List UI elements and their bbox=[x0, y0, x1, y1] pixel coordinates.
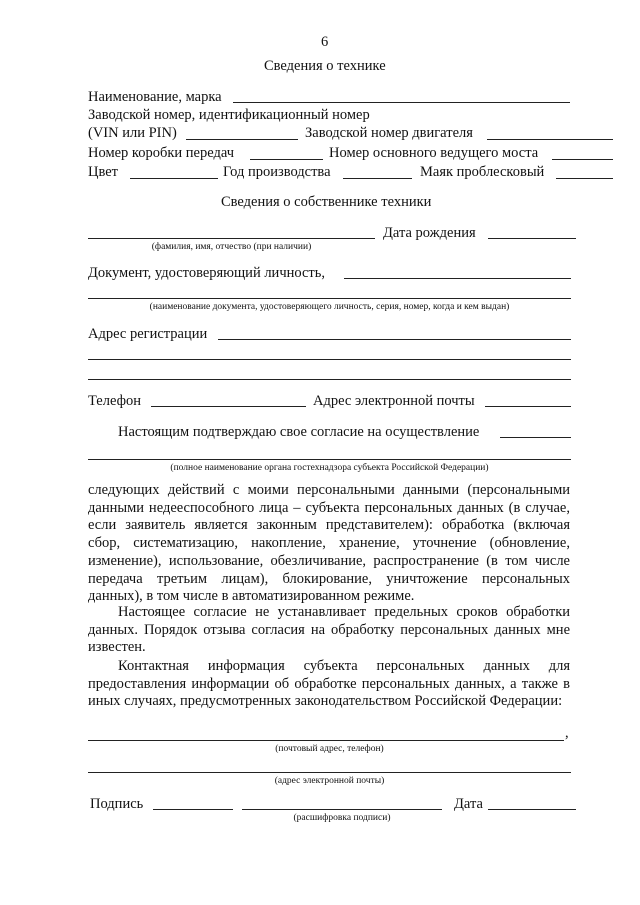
caption-fio: (фамилия, имя, отчество (при наличии) bbox=[151, 242, 312, 252]
label-gearbox-number: Номер коробки передач bbox=[88, 145, 235, 161]
page-number: 6 bbox=[321, 34, 329, 50]
input-line-consent-intro[interactable] bbox=[500, 437, 571, 438]
input-line-date[interactable] bbox=[488, 809, 576, 810]
caption-id-document: (наименование документа, удостоверяющего личность, серия, номер, когда и кем выдан) bbox=[149, 302, 510, 312]
input-line-vin[interactable] bbox=[186, 139, 298, 140]
label-id-document: Документ, удостоверяющий личность, bbox=[88, 265, 325, 281]
caption-authority: (полное наименование органа гостехнадзора субъекта Российской Федерации) bbox=[170, 463, 489, 473]
label-signature: Подпись bbox=[90, 796, 144, 812]
label-engine-number: Заводской номер двигателя bbox=[305, 125, 473, 141]
input-line-reg-address[interactable] bbox=[218, 339, 571, 340]
input-line-reg-address-3[interactable] bbox=[88, 379, 571, 380]
label-reg-address: Адрес регистрации bbox=[88, 326, 208, 342]
input-line-name-brand[interactable] bbox=[233, 102, 570, 103]
consent-paragraph-3-text: Контактная информация субъекта персональных данных для предоставления информации об обработке персональных данных, а также в иных случаях, предусмотренных законодательством Российской Федерации: bbox=[88, 658, 570, 710]
input-line-birth-date[interactable] bbox=[488, 238, 576, 239]
input-line-email[interactable] bbox=[485, 406, 571, 407]
label-date: Дата bbox=[454, 796, 483, 812]
input-line-id-document-2[interactable] bbox=[88, 298, 571, 299]
input-line-gearbox[interactable] bbox=[250, 159, 323, 160]
consent-paragraph-2-text: Настоящее согласие не устанавливает предельных сроков обработки данных. Порядок отзыва согласия на обработку персональных данных мне известен. bbox=[88, 604, 570, 656]
consent-paragraph-1: следующих действий с моими персональными данными (персональными данными недееспособного лица – субъекта персональных данных (в случае, если заявитель является законным представителем): обработка (включая сбор, систематизацию, накопление, хранение, уточнение (обновление, изменение), использование, обезличивание, распространение (в том числе передача третьим лицам), блокирование, уничтожение персональных данных), в том числе в автоматизированном режиме. bbox=[88, 482, 570, 605]
input-line-signature[interactable] bbox=[153, 809, 233, 810]
label-phone: Телефон bbox=[88, 393, 141, 409]
input-line-authority[interactable] bbox=[88, 459, 571, 460]
label-email: Адрес электронной почты bbox=[313, 393, 475, 409]
section-title-owner: Сведения о собственнике техники bbox=[221, 194, 432, 210]
label-serial-vin: Заводской номер, идентификационный номер bbox=[88, 107, 370, 123]
input-line-reg-address-2[interactable] bbox=[88, 359, 571, 360]
label-birth-date: Дата рождения bbox=[383, 225, 476, 241]
label-main-axle: Номер основного ведущего моста bbox=[329, 145, 539, 161]
caption-postal: (почтовый адрес, телефон) bbox=[275, 744, 384, 754]
caption-contact-email: (адрес электронной почты) bbox=[274, 776, 385, 786]
input-line-beacon[interactable] bbox=[556, 178, 613, 179]
label-beacon: Маяк проблесковый bbox=[420, 164, 545, 180]
caption-signature-decode: (расшифровка подписи) bbox=[293, 813, 391, 823]
label-vin-pin: (VIN или PIN) bbox=[88, 125, 177, 141]
input-line-contact-email[interactable] bbox=[88, 772, 571, 773]
input-line-id-document[interactable] bbox=[344, 278, 571, 279]
input-line-color[interactable] bbox=[130, 178, 218, 179]
postal-comma: , bbox=[565, 725, 569, 741]
input-line-engine-number[interactable] bbox=[487, 139, 613, 140]
input-line-signature-decode[interactable] bbox=[242, 809, 442, 810]
section-title-equipment: Сведения о технике bbox=[264, 58, 386, 74]
label-name-brand: Наименование, марка bbox=[88, 89, 222, 105]
consent-paragraph-2 bbox=[88, 604, 570, 657]
consent-paragraph-3 bbox=[88, 658, 570, 711]
input-line-year[interactable] bbox=[343, 178, 412, 179]
input-line-main-axle[interactable] bbox=[552, 159, 613, 160]
consent-intro: Настоящим подтверждаю свое согласие на осуществление bbox=[118, 424, 480, 440]
label-color: Цвет bbox=[88, 164, 119, 180]
label-year: Год производства bbox=[223, 164, 331, 180]
input-line-fio[interactable] bbox=[88, 238, 375, 239]
input-line-phone[interactable] bbox=[151, 406, 306, 407]
input-line-postal[interactable] bbox=[88, 740, 564, 741]
